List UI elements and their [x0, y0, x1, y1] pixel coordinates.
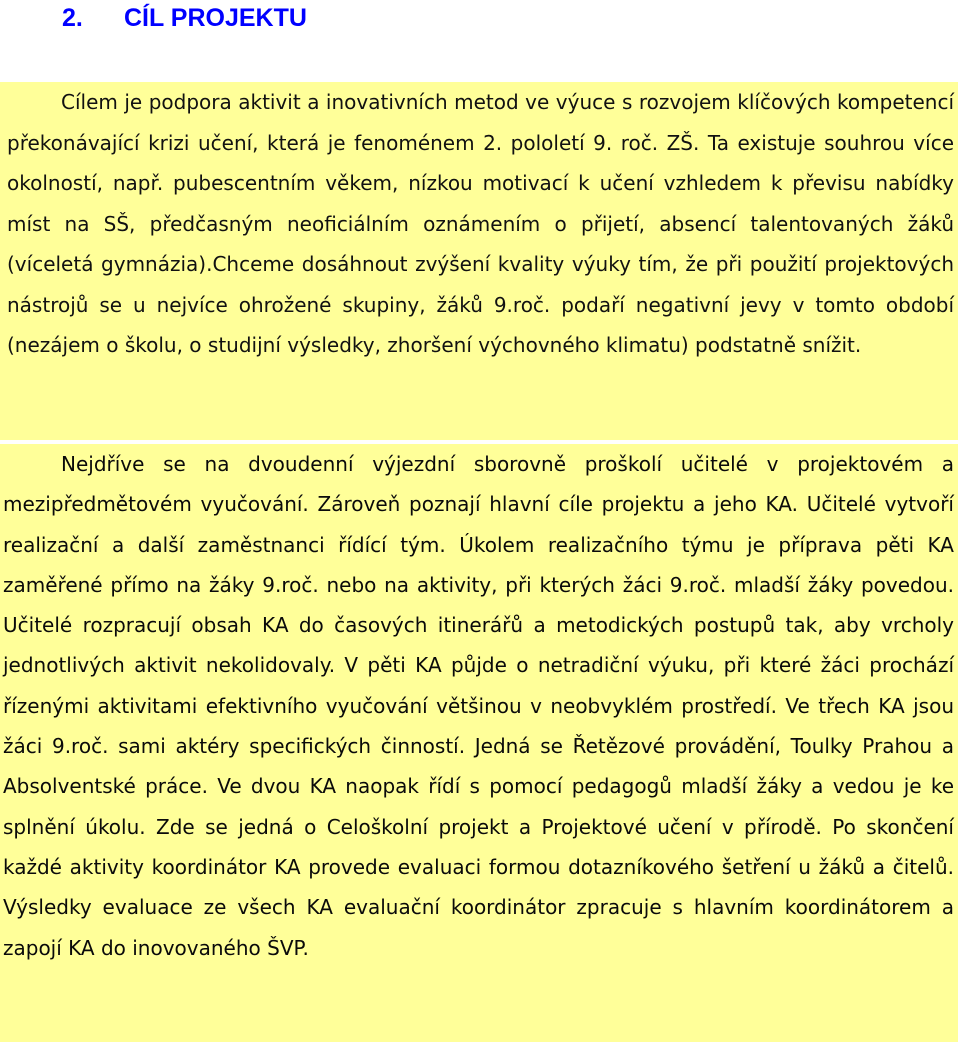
paragraph-text: Nejdříve se na dvoudenní výjezdní sborovně proškolí učitelé v projektovém a mezipředmětovém vyučování. Zároveň poznají hlavní cíle projektu a jeho KA. Učitelé vytvoří realizační a další zaměstnanci řídící tým. Úkolem realizačního týmu je příprava pěti KA zaměřené přímo na žáky 9.roč. nebo na aktivity, při kterých žáci 9.roč. mladší žáky povedou. Učitelé rozpracují obsah KA do časových itinerářů a metodických postupů tak, aby vrcholy jednotlivých aktivit nekolidovaly. V pěti KA půjde o netradiční výuku, při které žáci prochází řízenými aktivitami efektivního vyučování většinou v neobvyklém prostředí. Ve třech KA jsou žáci 9.roč. sami aktéry specifických činností. Jedná se Řetězové provádění, Toulky Prahou a Absolventské práce. Ve dvou KA naopak řídí s pomocí pedagogů mladší žáky a vedou je ke splnění úkolu. Zde se jedná o Celoškolní projekt a Projektové učení v přírodě. Po skončení každé aktivity koordinátor KA provede evaluaci formou dotazníkového šetření u žáků a čitelů. Výsledky evaluace ze všech KA evaluační koordinátor zpracuje s hlavním koordinátorem a zapojí KA do inovovaného ŠVP. — [3, 452, 954, 960]
section-title: CÍL PROJEKTU — [124, 4, 307, 32]
paragraph-goal — [0, 82, 958, 440]
section-number: 2. — [62, 4, 83, 32]
paragraph-text: Cílem je podpora aktivit a inovativních metod ve výuce s rozvojem klíčových kompetencí překonávající krizi učení, která je fenoménem 2. pololetí 9. roč. ZŠ. Ta existuje souhrou více okolností, např. pubescentním věkem, nízkou motivací k učení vzhledem k převisu nabídky míst na SŠ, předčasným neoficiálním oznámením o přijetí, absencí talentovaných žáků (víceletá gymnázia).Chceme dosáhnout zvýšení kvality výuky tím, že při použití projektových nástrojů se u nejvíce ohrožené skupiny, žáků 9.roč. podaří negativní jevy v tomto období (nezájem o školu, o studijní výsledky, zhoršení výchovného klimatu) podstatně snížit. — [7, 90, 954, 357]
paragraph-implementation — [0, 444, 958, 1042]
section-heading — [62, 2, 307, 34]
